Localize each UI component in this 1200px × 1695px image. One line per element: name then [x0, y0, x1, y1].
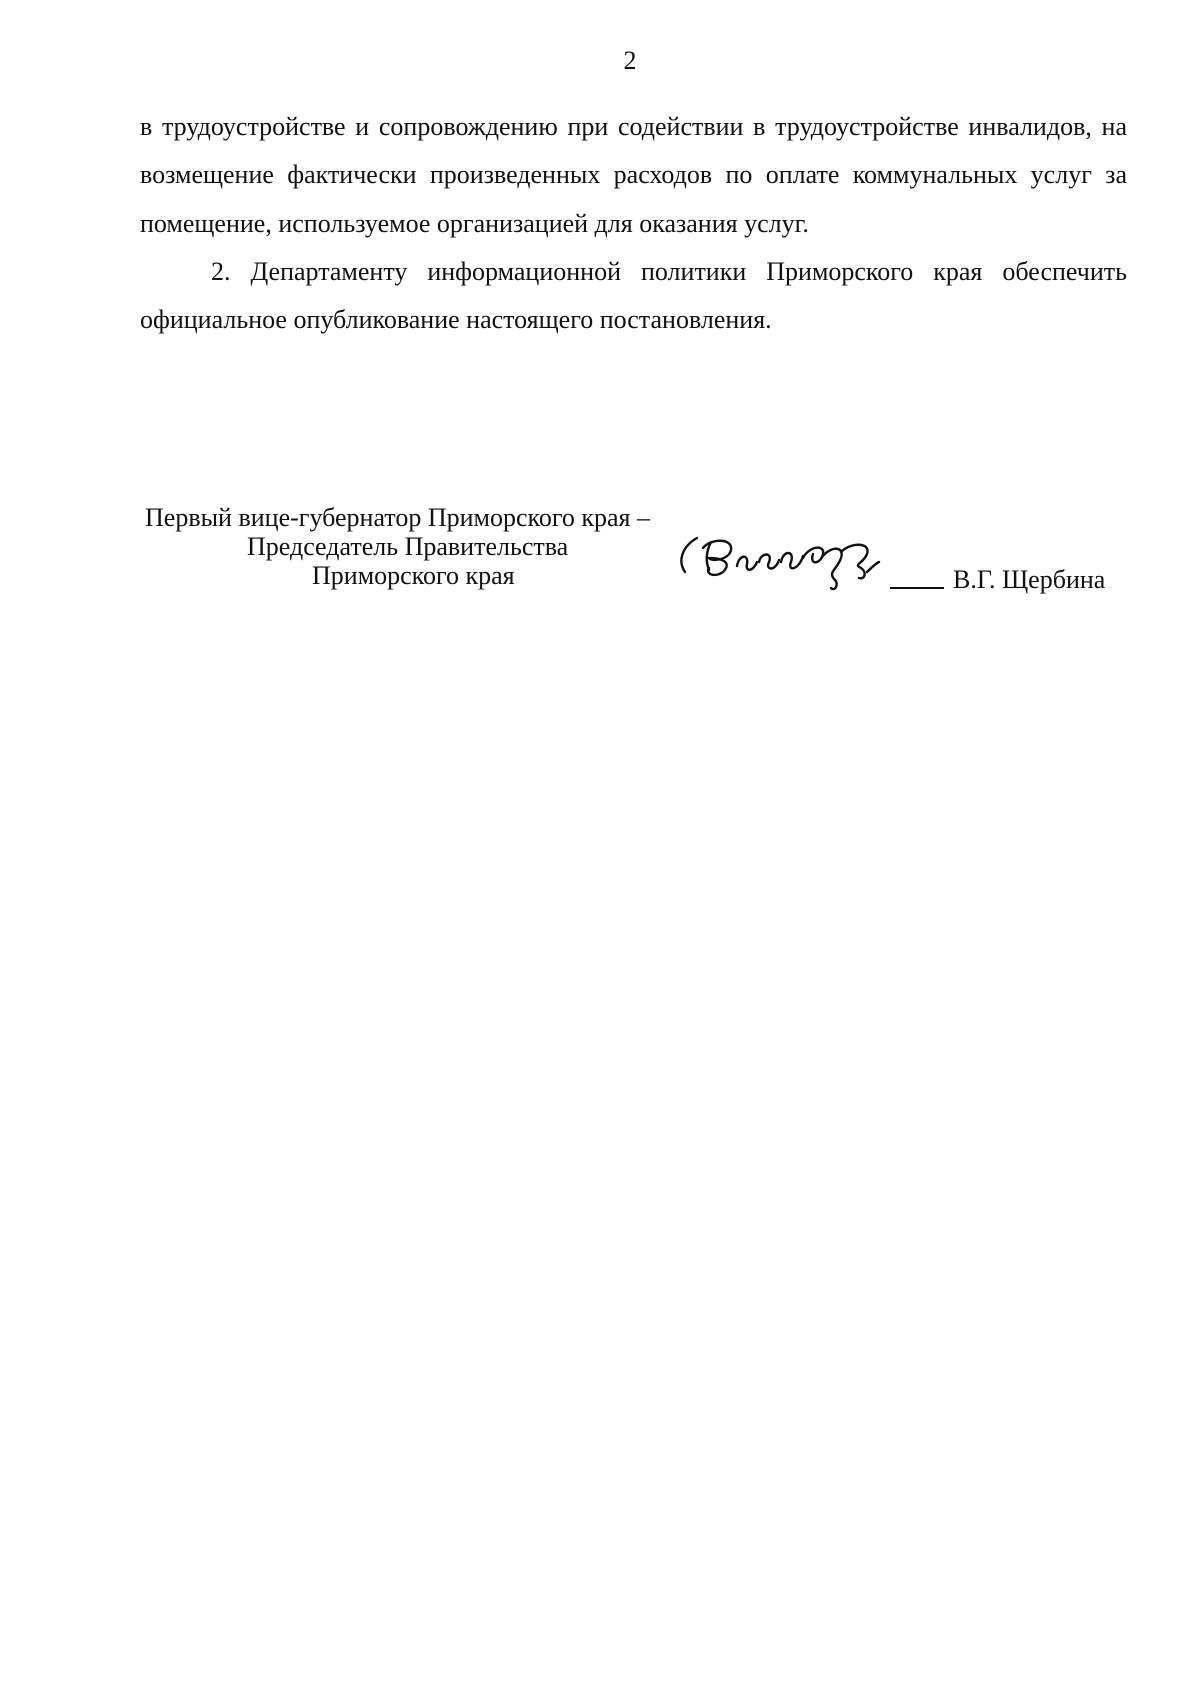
signatory-position: [145, 503, 650, 590]
page-number: 2: [623, 46, 637, 75]
signatory-name: В.Г. Щербина: [953, 565, 1106, 594]
paragraph-1: в трудоустройстве и сопровождению при содействии в трудоустройстве инвалидов, на возмещение фактически произведенных расходов по оплате коммунальных услуг за помещение, используемое организацией для оказания услуг.: [140, 112, 1127, 238]
position-line-2: Председатель Правительства: [247, 532, 569, 561]
body-text: [140, 103, 1127, 344]
position-line-3: Приморского края: [312, 561, 515, 590]
position-line-1: Первый вице-губернатор Приморского края –: [145, 503, 650, 532]
signature-dash: [890, 587, 944, 589]
paragraph-2: 2. Департаменту информационной политики Приморского края обеспечить официальное опубликование настоящего постановления.: [140, 256, 1127, 335]
handwritten-signature: [675, 532, 915, 604]
